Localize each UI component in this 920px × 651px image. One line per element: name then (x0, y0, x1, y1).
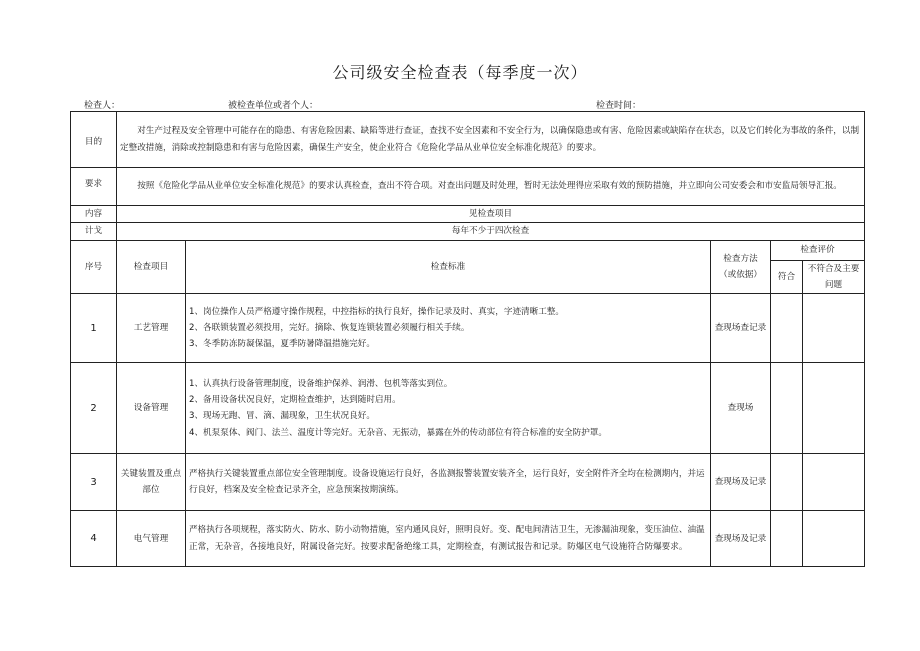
row-nonconform-cell (803, 294, 865, 363)
row-item: 设备管理 (117, 363, 186, 454)
row-standards (186, 511, 711, 567)
row-seq: 1 (71, 294, 117, 363)
standard-line: 2、各联锁装置必须投用，完好。摘除、恢复连锁装置必须履行相关手续。 (189, 323, 470, 334)
table-row (71, 294, 865, 363)
header-standard: 检查标准 (186, 240, 711, 294)
row-seq: 2 (71, 363, 117, 454)
inspection-table (70, 111, 865, 567)
plan-row (71, 223, 865, 240)
table-row (71, 454, 865, 511)
header-method-line2: （或依据） (719, 269, 762, 280)
row-conform-cell (771, 454, 803, 511)
purpose-row (71, 112, 865, 168)
header-method-line1: 检查方法 (723, 253, 758, 264)
standard-line: 1、岗位操作人员严格遵守操作规程，中控指标的执行良好，操作记录及时、真实，字迹清晰工整。 (189, 306, 565, 317)
content-value: 见检查项目 (117, 206, 865, 223)
header-method (711, 240, 771, 294)
row-nonconform-cell (803, 363, 865, 454)
row-conform-cell (771, 294, 803, 363)
row-standards (186, 363, 711, 454)
header-row (71, 240, 865, 260)
content-label: 内容 (71, 206, 117, 223)
standard-line: 严格执行关键装置重点部位安全管理制度。设备设施运行良好，各监测报警装置安装齐全，运行良好，安全附件齐全均在检测期内，并运行良好，档案及安全检查记录齐全，应急预案按期演练。 (189, 468, 705, 496)
row-standards (186, 454, 711, 511)
inspector-label: 检查人： (84, 101, 121, 111)
standard-line: 严格执行各项规程，落实防火、防水、防小动物措施，室内通风良好，照明良好。变、配电间清洁卫生，无渗漏油现象，变压油位、油温正常，无杂音，各接地良好，附属设备完好。按要求配备绝缘工具，定期检查，有测试报告和记录。防爆区电气设施符合防爆要求。 (189, 525, 705, 552)
page-title: 公司级安全检查表（每季度一次） (332, 63, 588, 82)
row-method: 查现场及记录 (711, 511, 771, 567)
standard-line: 3、现场无跑、冒、滴、漏现象，卫生状况良好。 (189, 411, 375, 422)
requirement-row (71, 168, 865, 206)
header-seq: 序号 (71, 240, 117, 294)
row-conform-cell (771, 511, 803, 567)
row-nonconform-cell (803, 511, 865, 567)
row-item: 电气管理 (117, 511, 186, 567)
table-row (71, 511, 865, 567)
requirement-text: 按照《危险化学品从业单位安全标准化规范》的要求认真检查，查出不符合项。对查出问题及时处理，暂时无法处理得应采取有效的预防措施，并立即向公司安委会和市安监局领导汇报。 (117, 168, 865, 206)
header-evaluation: 检查评价 (771, 240, 865, 260)
inspection-time-label: 检查时间： (596, 101, 642, 111)
row-seq: 4 (71, 511, 117, 567)
row-item: 关键装置及重点部位 (117, 454, 186, 511)
standard-line: 2、备用设备状况良好，定期检查维护，达到随时启用。 (189, 394, 401, 405)
standard-line: 4、机泵泵体、阀门、法兰、温度计等完好。无杂音、无振动，暴露在外的传动部位有符合标准的安全防护罩。 (189, 427, 607, 438)
standard-line: 1、认真执行设备管理制度，设备维护保养、润滑、包机等落实到位。 (189, 378, 453, 389)
header-conform: 符合 (771, 260, 803, 294)
table-row (71, 363, 865, 454)
header-item: 检查项目 (117, 240, 186, 294)
requirement-label: 要求 (71, 168, 117, 206)
inspected-unit-label: 被检查单位或者个人： (228, 101, 319, 111)
plan-label: 计戈 (71, 223, 117, 240)
header-nonconform: 不符合及主要问题 (803, 260, 865, 294)
purpose-label: 目的 (71, 112, 117, 168)
row-standards (186, 294, 711, 363)
row-method: 查现场 (711, 363, 771, 454)
row-method: 查现场及记录 (711, 454, 771, 511)
row-seq: 3 (71, 454, 117, 511)
purpose-text: 对生产过程及安全管理中可能存在的隐患、有害危险因素、缺陷等进行查证，查找不安全因素和不安全行为，以确保隐患或有害、危险因素或缺陷存在状态，以及它们转化为事故的条件，以制定整改措施，消除或控制隐患和有害与危险因素，确保生产安全，使企业符合《危险化学品从业单位安全标准化规范》的要求。 (117, 112, 865, 168)
standard-line: 3、冬季防冻防凝保温，夏季防暑降温措施完好。 (189, 339, 375, 350)
row-method: 查现场查记录 (711, 294, 771, 363)
content-row (71, 206, 865, 223)
plan-value: 每年不少于四次检查 (117, 223, 865, 240)
row-item: 工艺管理 (117, 294, 186, 363)
row-conform-cell (771, 363, 803, 454)
row-nonconform-cell (803, 454, 865, 511)
